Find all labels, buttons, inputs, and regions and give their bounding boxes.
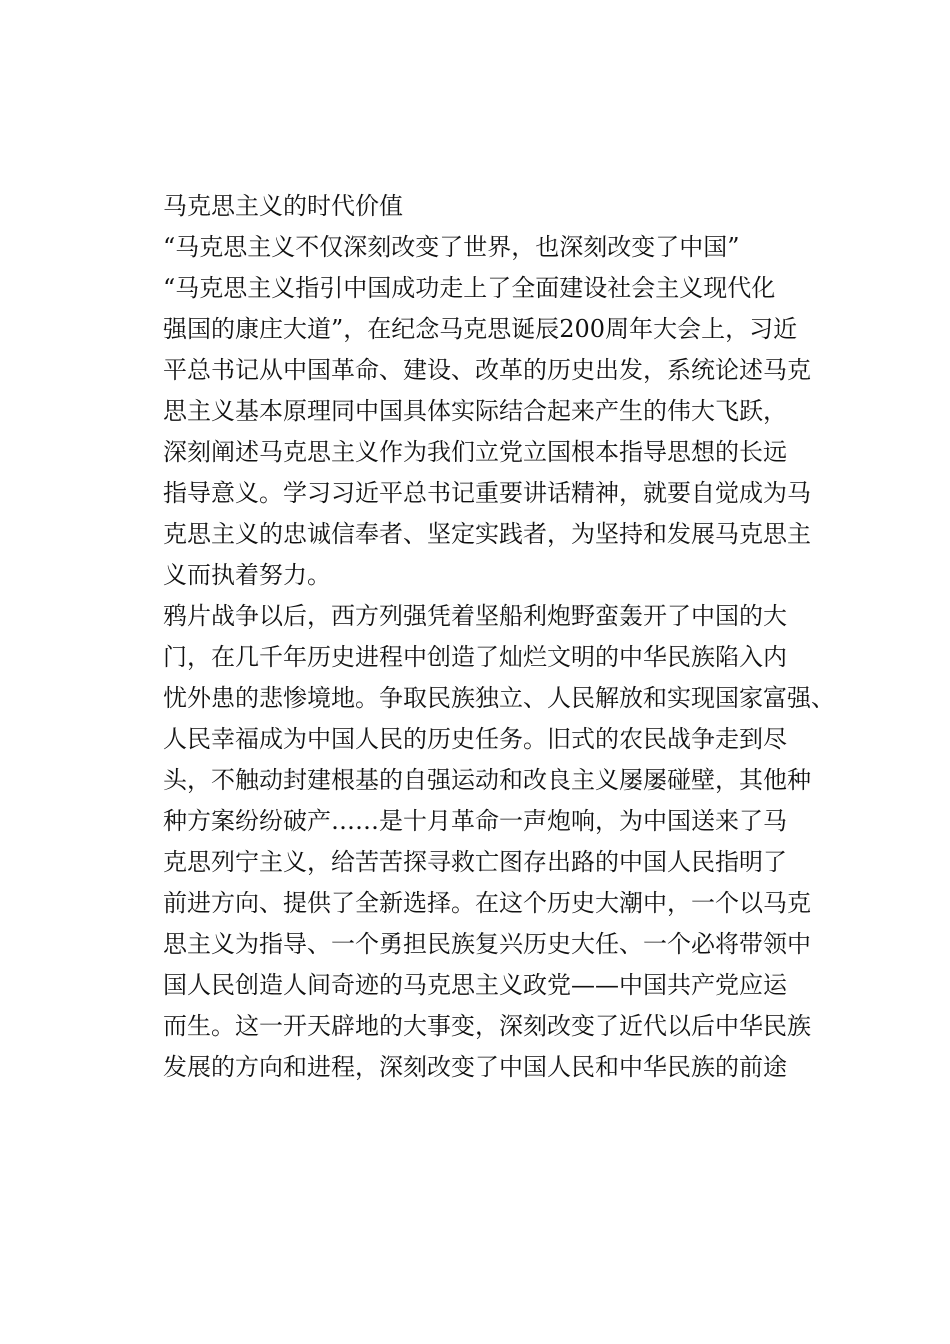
paragraph-1 — [163, 227, 843, 596]
paragraph-line: 国人民创造人间奇迹的马克思主义政党——中国共产党应运 — [163, 971, 787, 999]
paragraph-line: 人民幸福成为中国人民的历史任务。旧式的农民战争走到尽 — [163, 725, 787, 753]
paragraph-line: 平总书记从中国革命、建设、改革的历史出发，系统论述马克 — [163, 356, 811, 384]
paragraph-line: 头，不触动封建根基的自强运动和改良主义屡屡碰壁，其他种 — [163, 766, 811, 794]
paragraph-line: 发展的方向和进程，深刻改变了中国人民和中华民族的前途 — [163, 1053, 787, 1081]
paragraph-line: 忧外患的悲惨境地。争取民族独立、人民解放和实现国家富强、 — [163, 684, 835, 712]
paragraph-line: 门，在几千年历史进程中创造了灿烂文明的中华民族陷入内 — [163, 643, 787, 671]
paragraph-2 — [163, 596, 843, 1088]
paragraph-line: 鸦片战争以后，西方列强凭着坚船利炮野蛮轰开了中国的大 — [163, 602, 787, 630]
document-body — [163, 186, 843, 1088]
paragraph-line: 思主义基本原理同中国具体实际结合起来产生的伟大飞跃， — [163, 397, 787, 425]
paragraph-line: 指导意义。学习习近平总书记重要讲话精神，就要自觉成为马 — [163, 479, 811, 507]
paragraph-line: 强国的康庄大道”，在纪念马克思诞辰200周年大会上，习近 — [163, 315, 798, 343]
paragraph-line: “马克思主义不仅深刻改变了世界，也深刻改变了中国” — [163, 233, 740, 261]
paragraph-line: 前进方向、提供了全新选择。在这个历史大潮中，一个以马克 — [163, 889, 811, 917]
document-title: 马克思主义的时代价值 — [163, 192, 403, 220]
paragraph-line: “马克思主义指引中国成功走上了全面建设社会主义现代化 — [163, 274, 776, 302]
paragraph-line: 义而执着努力。 — [163, 561, 331, 589]
paragraph-line: 克思主义的忠诚信奉者、坚定实践者，为坚持和发展马克思主 — [163, 520, 811, 548]
paragraph-line: 克思列宁主义，给苦苦探寻救亡图存出路的中国人民指明了 — [163, 848, 787, 876]
paragraph-line: 思主义为指导、一个勇担民族复兴历史大任、一个必将带领中 — [163, 930, 811, 958]
paragraph-line: 种方案纷纷破产……是十月革命一声炮响，为中国送来了马 — [163, 807, 787, 835]
paragraph-line: 深刻阐述马克思主义作为我们立党立国根本指导思想的长远 — [163, 438, 787, 466]
paragraph-line: 而生。这一开天辟地的大事变，深刻改变了近代以后中华民族 — [163, 1012, 811, 1040]
